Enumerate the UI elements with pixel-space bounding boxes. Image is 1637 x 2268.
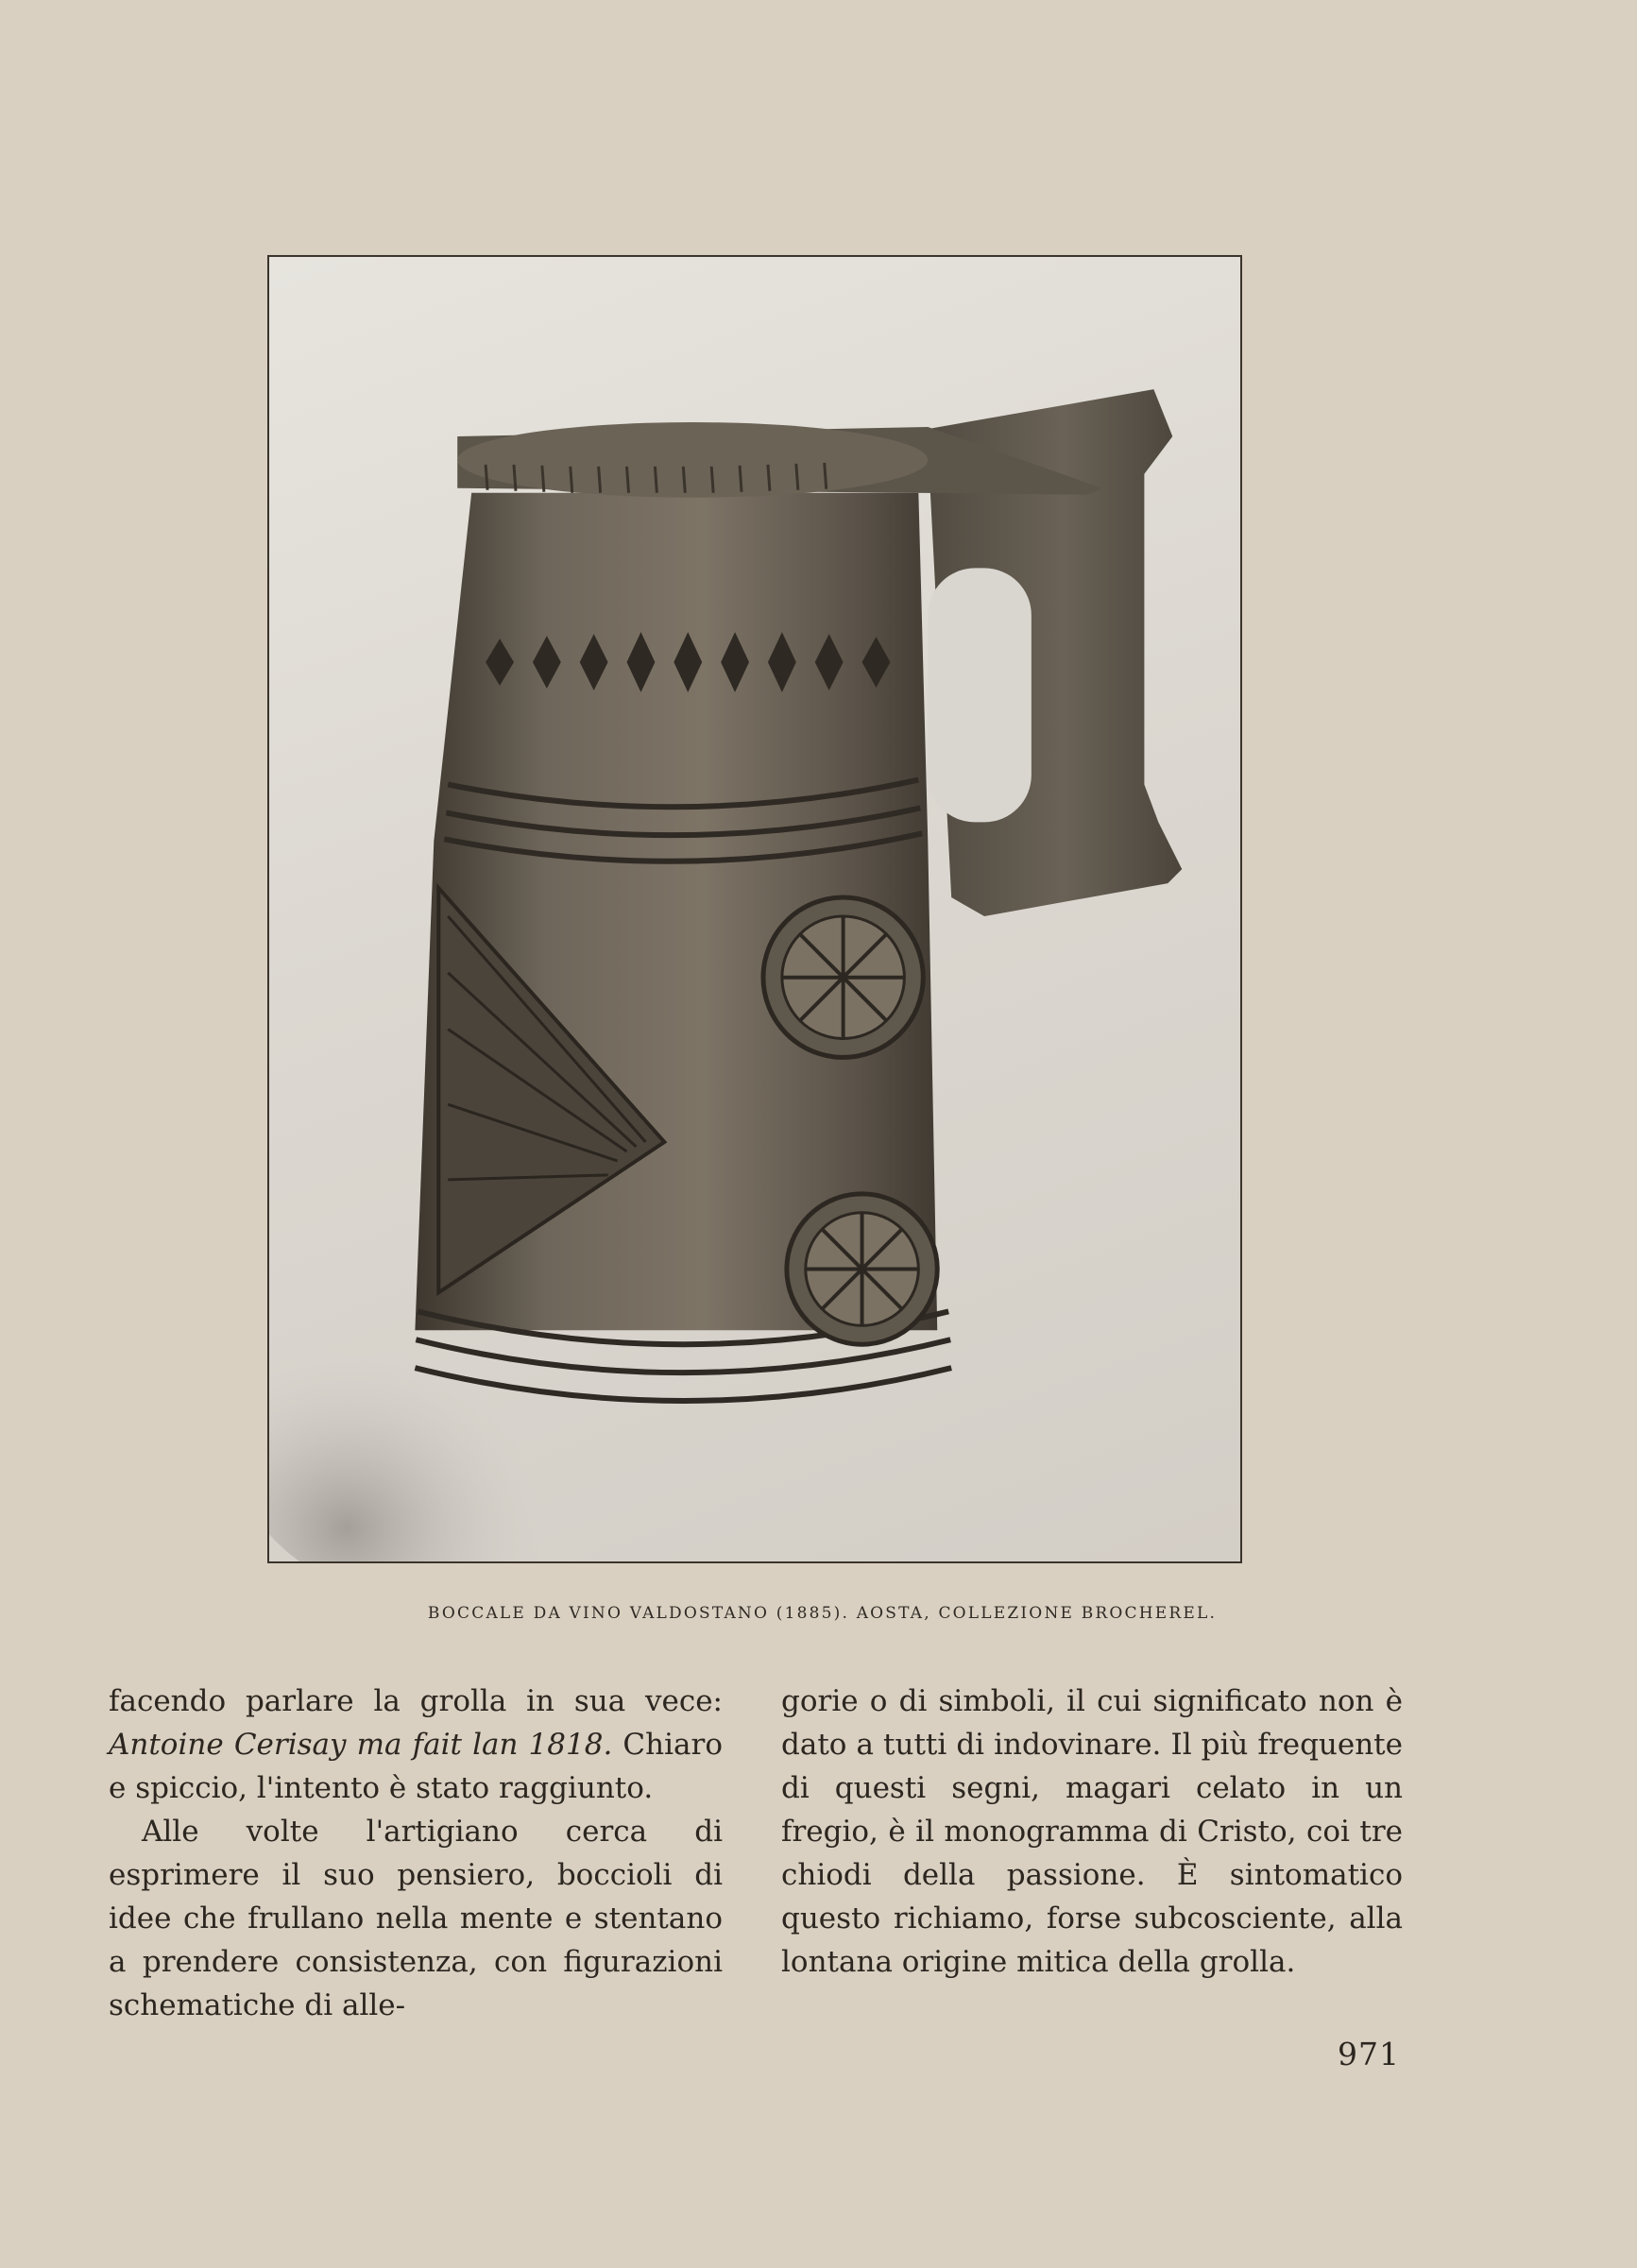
text-column-left (109, 1680, 723, 2027)
rosette-lower (787, 1194, 937, 1344)
rosette-upper (763, 897, 923, 1057)
paragraph-1-start: facendo parlare la grolla in sua vece: (109, 1684, 723, 1718)
paragraph-2: Alle volte l'artigiano cerca di esprimere il suo pensiero, boccioli di idee che frullano nella mente e stentano a prendere consistenza, con figurazioni schematiche di alle- (109, 1815, 723, 2022)
inscription-text: Antoine Cerisay ma fait lan 1818. (109, 1728, 613, 1762)
paragraph-1-end: Chiaro e spiccio, l'intento è stato raggiunto. (109, 1728, 723, 1805)
paragraph-3: gorie o di simboli, il cui significato non è dato a tutti di indovinare. Il più frequente di questi segni, magari celato in un fregio, è il monogramma di Cristo, coi tre chiodi della passione. È sintomatico questo richiamo, forse subcosciente, alla lontana origine mitica della grolla. (781, 1684, 1403, 1979)
photo-caption: BOCCALE DA VINO VALDOSTANO (1885). AOSTA, COLLEZIONE BROCHEREL. (427, 1604, 1218, 1623)
page-number: 971 (1338, 2036, 1400, 2072)
paragraph-1 (109, 1680, 723, 1810)
tankard-photo (267, 255, 1242, 1563)
tankard-illustration (269, 257, 1240, 1561)
text-column-right (781, 1680, 1403, 1984)
